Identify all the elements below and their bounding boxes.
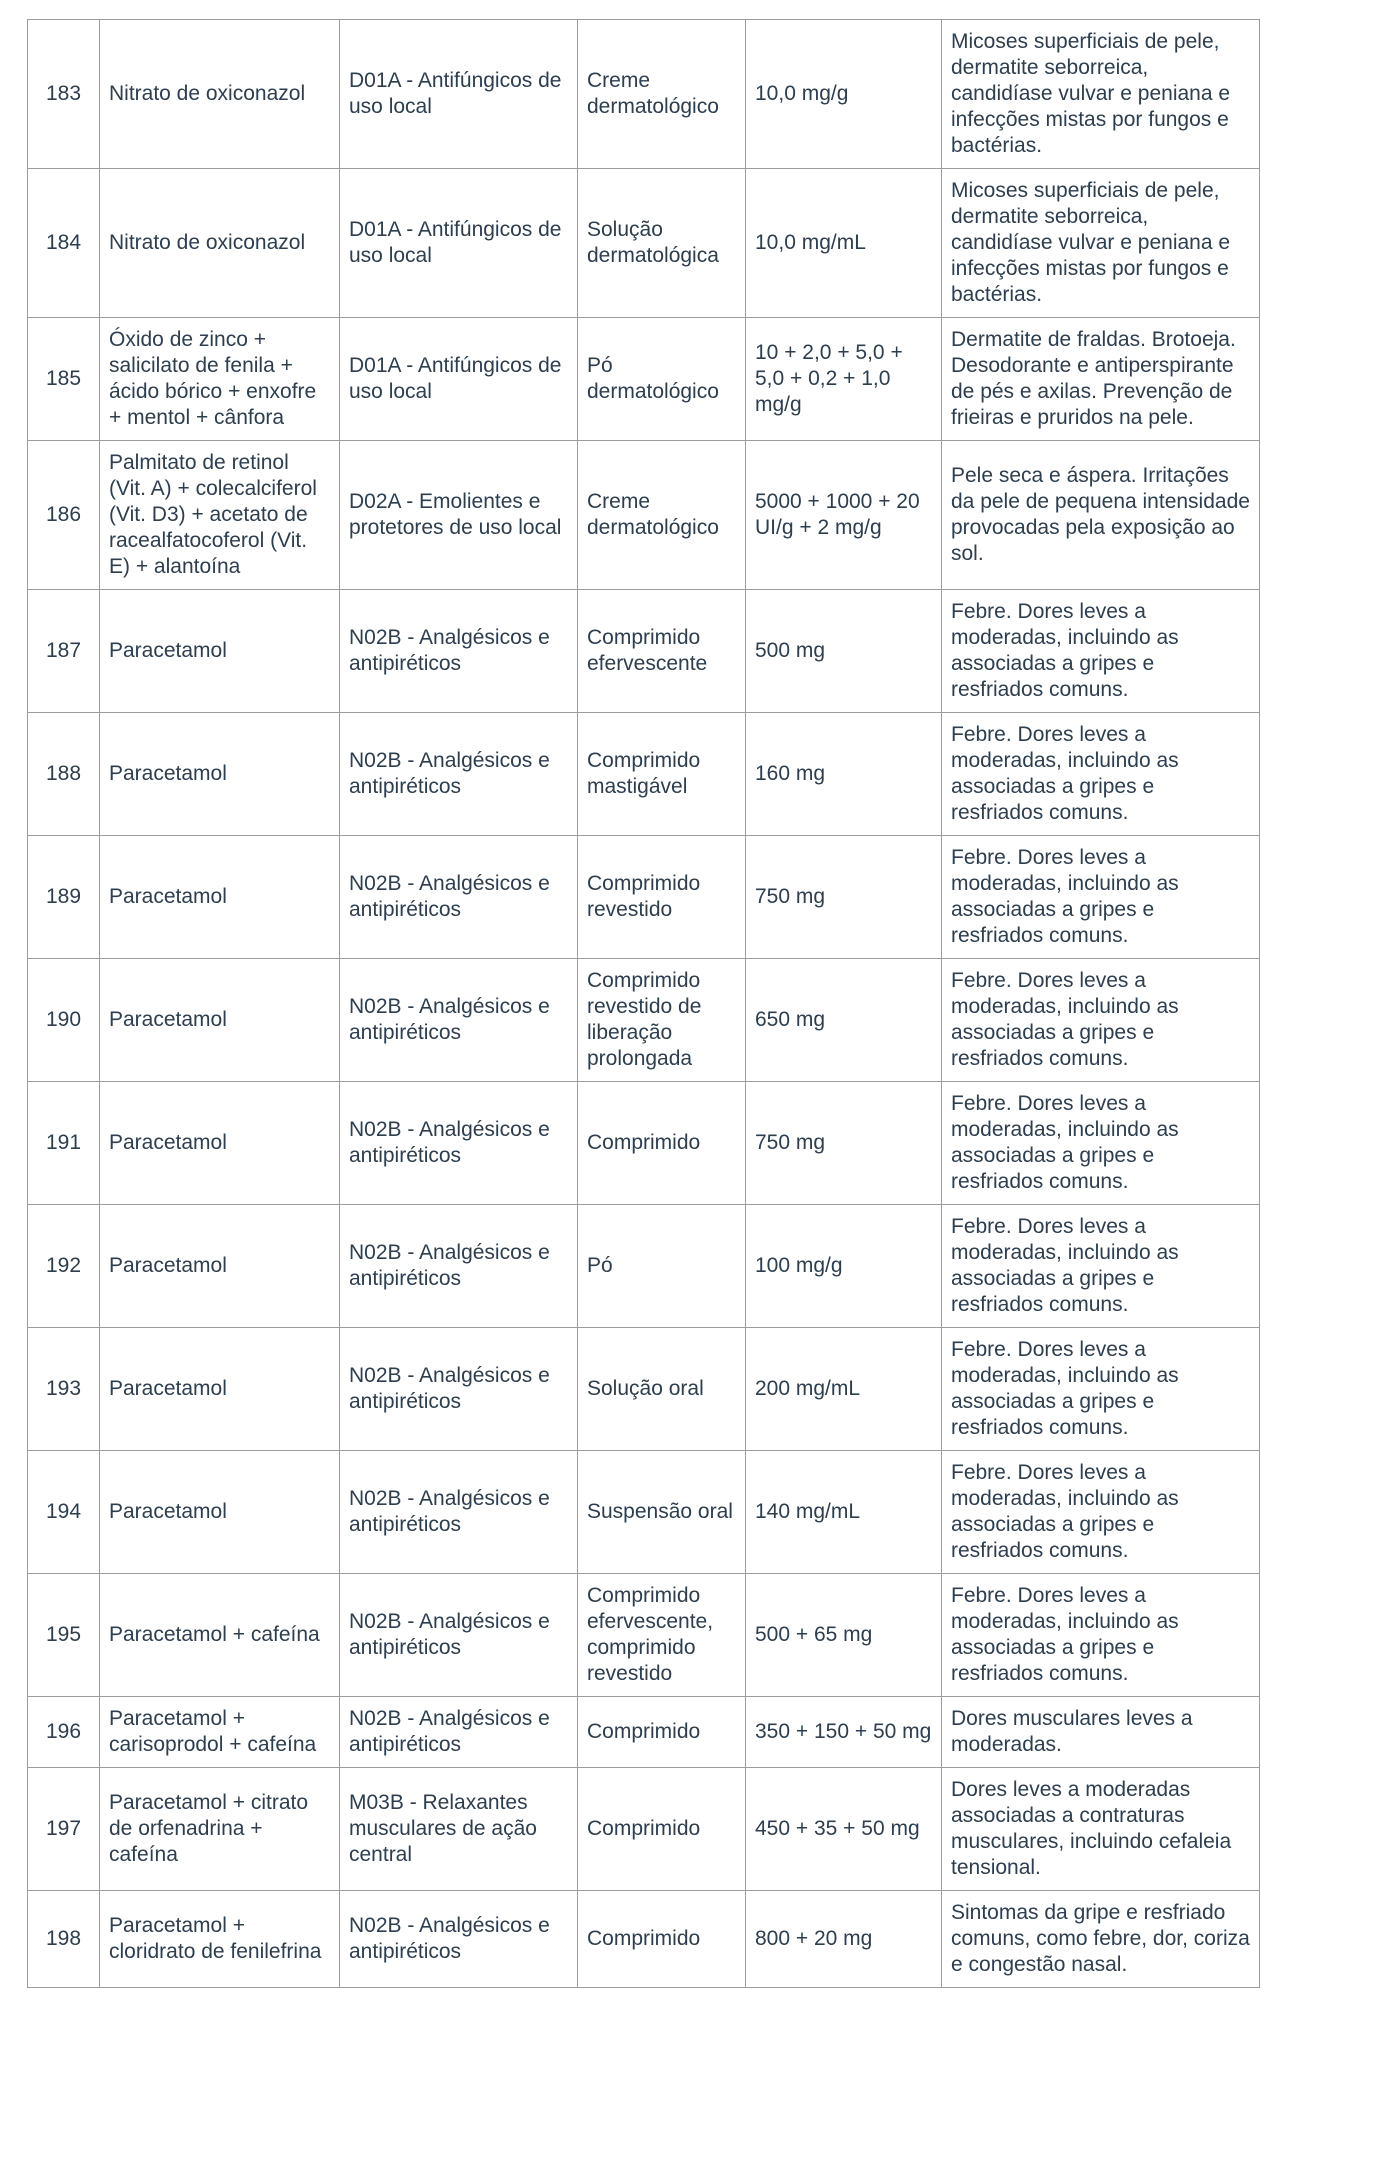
cell-indication: Pele seca e áspera. Irritações da pele de pequena intensidade provocadas pela exposição ao sol. xyxy=(942,441,1260,590)
table-row xyxy=(28,836,1260,959)
cell-pharmaceutical-form: Comprimido revestido xyxy=(578,836,746,959)
cell-pharmaceutical-form: Creme dermatológico xyxy=(578,20,746,169)
cell-dose: 100 mg/g xyxy=(746,1205,942,1328)
cell-indication: Febre. Dores leves a moderadas, incluindo as associadas a gripes e resfriados comuns. xyxy=(942,1574,1260,1697)
table-row xyxy=(28,959,1260,1082)
cell-drug-name: Paracetamol xyxy=(100,1205,340,1328)
cell-atc-class: D02A - Emolientes e protetores de uso local xyxy=(340,441,578,590)
cell-indication: Sintomas da gripe e resfriado comuns, como febre, dor, coriza e congestão nasal. xyxy=(942,1891,1260,1988)
drug-table-body xyxy=(28,20,1260,1988)
cell-atc-class: D01A - Antifúngicos de uso local xyxy=(340,318,578,441)
cell-number: 189 xyxy=(28,836,100,959)
cell-indication: Febre. Dores leves a moderadas, incluindo as associadas a gripes e resfriados comuns. xyxy=(942,1328,1260,1451)
cell-indication: Febre. Dores leves a moderadas, incluindo as associadas a gripes e resfriados comuns. xyxy=(942,959,1260,1082)
table-row xyxy=(28,1451,1260,1574)
table-row xyxy=(28,713,1260,836)
cell-atc-class: N02B - Analgésicos e antipiréticos xyxy=(340,959,578,1082)
cell-indication: Dermatite de fraldas. Brotoeja. Desodorante e antiperspirante de pés e axilas. Prevenção de frieiras e pruridos na pele. xyxy=(942,318,1260,441)
cell-number: 185 xyxy=(28,318,100,441)
cell-number: 194 xyxy=(28,1451,100,1574)
cell-drug-name: Paracetamol + cafeína xyxy=(100,1574,340,1697)
cell-atc-class: N02B - Analgésicos e antipiréticos xyxy=(340,590,578,713)
cell-pharmaceutical-form: Comprimido xyxy=(578,1082,746,1205)
cell-number: 191 xyxy=(28,1082,100,1205)
cell-number: 184 xyxy=(28,169,100,318)
cell-dose: 160 mg xyxy=(746,713,942,836)
cell-atc-class: N02B - Analgésicos e antipiréticos xyxy=(340,1328,578,1451)
cell-pharmaceutical-form: Comprimido efervescente xyxy=(578,590,746,713)
cell-drug-name: Óxido de zinco + salicilato de fenila + ácido bórico + enxofre + mentol + cânfora xyxy=(100,318,340,441)
cell-indication: Dores leves a moderadas associadas a contraturas musculares, incluindo cefaleia tensional. xyxy=(942,1768,1260,1891)
cell-dose: 750 mg xyxy=(746,836,942,959)
cell-pharmaceutical-form: Pó dermatológico xyxy=(578,318,746,441)
table-row xyxy=(28,1205,1260,1328)
cell-pharmaceutical-form: Comprimido efervescente, comprimido revestido xyxy=(578,1574,746,1697)
cell-number: 186 xyxy=(28,441,100,590)
cell-atc-class: D01A - Antifúngicos de uso local xyxy=(340,20,578,169)
cell-indication: Dores musculares leves a moderadas. xyxy=(942,1697,1260,1768)
cell-pharmaceutical-form: Pó xyxy=(578,1205,746,1328)
cell-pharmaceutical-form: Solução dermatológica xyxy=(578,169,746,318)
cell-drug-name: Paracetamol xyxy=(100,1082,340,1205)
cell-atc-class: M03B - Relaxantes musculares de ação central xyxy=(340,1768,578,1891)
cell-indication: Febre. Dores leves a moderadas, incluindo as associadas a gripes e resfriados comuns. xyxy=(942,1082,1260,1205)
cell-atc-class: N02B - Analgésicos e antipiréticos xyxy=(340,713,578,836)
cell-dose: 500 + 65 mg xyxy=(746,1574,942,1697)
table-row xyxy=(28,590,1260,713)
cell-atc-class: N02B - Analgésicos e antipiréticos xyxy=(340,1891,578,1988)
cell-indication: Febre. Dores leves a moderadas, incluindo as associadas a gripes e resfriados comuns. xyxy=(942,1205,1260,1328)
cell-pharmaceutical-form: Comprimido xyxy=(578,1768,746,1891)
cell-dose: 800 + 20 mg xyxy=(746,1891,942,1988)
cell-dose: 140 mg/mL xyxy=(746,1451,942,1574)
cell-pharmaceutical-form: Comprimido revestido de liberação prolongada xyxy=(578,959,746,1082)
cell-atc-class: N02B - Analgésicos e antipiréticos xyxy=(340,1574,578,1697)
cell-indication: Micoses superficiais de pele, dermatite seborreica, candidíase vulvar e peniana e infecções mistas por fungos e bactérias. xyxy=(942,20,1260,169)
cell-number: 190 xyxy=(28,959,100,1082)
cell-dose: 10,0 mg/g xyxy=(746,20,942,169)
cell-number: 196 xyxy=(28,1697,100,1768)
cell-pharmaceutical-form: Solução oral xyxy=(578,1328,746,1451)
table-row xyxy=(28,441,1260,590)
cell-drug-name: Paracetamol + carisoprodol + cafeína xyxy=(100,1697,340,1768)
cell-dose: 5000 + 1000 + 20 UI/g + 2 mg/g xyxy=(746,441,942,590)
cell-atc-class: N02B - Analgésicos e antipiréticos xyxy=(340,1697,578,1768)
cell-dose: 500 mg xyxy=(746,590,942,713)
cell-atc-class: N02B - Analgésicos e antipiréticos xyxy=(340,1205,578,1328)
cell-pharmaceutical-form: Comprimido xyxy=(578,1697,746,1768)
table-row xyxy=(28,318,1260,441)
cell-number: 193 xyxy=(28,1328,100,1451)
table-row xyxy=(28,1891,1260,1988)
cell-pharmaceutical-form: Comprimido mastigável xyxy=(578,713,746,836)
cell-number: 188 xyxy=(28,713,100,836)
cell-indication: Febre. Dores leves a moderadas, incluindo as associadas a gripes e resfriados comuns. xyxy=(942,713,1260,836)
drug-table xyxy=(27,19,1260,1988)
cell-dose: 10 + 2,0 + 5,0 + 5,0 + 0,2 + 1,0 mg/g xyxy=(746,318,942,441)
cell-indication: Febre. Dores leves a moderadas, incluindo as associadas a gripes e resfriados comuns. xyxy=(942,590,1260,713)
table-row xyxy=(28,20,1260,169)
cell-number: 192 xyxy=(28,1205,100,1328)
cell-drug-name: Paracetamol xyxy=(100,959,340,1082)
table-row xyxy=(28,169,1260,318)
cell-atc-class: D01A - Antifúngicos de uso local xyxy=(340,169,578,318)
cell-drug-name: Nitrato de oxiconazol xyxy=(100,169,340,318)
cell-pharmaceutical-form: Suspensão oral xyxy=(578,1451,746,1574)
cell-drug-name: Paracetamol + cloridrato de fenilefrina xyxy=(100,1891,340,1988)
cell-drug-name: Paracetamol xyxy=(100,1451,340,1574)
cell-pharmaceutical-form: Creme dermatológico xyxy=(578,441,746,590)
table-row xyxy=(28,1574,1260,1697)
cell-drug-name: Paracetamol xyxy=(100,1328,340,1451)
cell-atc-class: N02B - Analgésicos e antipiréticos xyxy=(340,1082,578,1205)
cell-drug-name: Paracetamol + citrato de orfenadrina + cafeína xyxy=(100,1768,340,1891)
table-row xyxy=(28,1697,1260,1768)
cell-drug-name: Palmitato de retinol (Vit. A) + colecalciferol (Vit. D3) + acetato de racealfatocoferol (Vit. E) + alantoína xyxy=(100,441,340,590)
table-row xyxy=(28,1768,1260,1891)
cell-drug-name: Nitrato de oxiconazol xyxy=(100,20,340,169)
cell-indication: Febre. Dores leves a moderadas, incluindo as associadas a gripes e resfriados comuns. xyxy=(942,836,1260,959)
table-row xyxy=(28,1328,1260,1451)
cell-drug-name: Paracetamol xyxy=(100,590,340,713)
cell-number: 195 xyxy=(28,1574,100,1697)
cell-dose: 200 mg/mL xyxy=(746,1328,942,1451)
cell-drug-name: Paracetamol xyxy=(100,713,340,836)
cell-indication: Febre. Dores leves a moderadas, incluindo as associadas a gripes e resfriados comuns. xyxy=(942,1451,1260,1574)
cell-dose: 750 mg xyxy=(746,1082,942,1205)
cell-number: 183 xyxy=(28,20,100,169)
table-row xyxy=(28,1082,1260,1205)
cell-atc-class: N02B - Analgésicos e antipiréticos xyxy=(340,836,578,959)
cell-dose: 650 mg xyxy=(746,959,942,1082)
cell-dose: 10,0 mg/mL xyxy=(746,169,942,318)
cell-drug-name: Paracetamol xyxy=(100,836,340,959)
cell-indication: Micoses superficiais de pele, dermatite seborreica, candidíase vulvar e peniana e infecções mistas por fungos e bactérias. xyxy=(942,169,1260,318)
cell-atc-class: N02B - Analgésicos e antipiréticos xyxy=(340,1451,578,1574)
cell-dose: 450 + 35 + 50 mg xyxy=(746,1768,942,1891)
cell-pharmaceutical-form: Comprimido xyxy=(578,1891,746,1988)
cell-number: 198 xyxy=(28,1891,100,1988)
cell-number: 197 xyxy=(28,1768,100,1891)
cell-number: 187 xyxy=(28,590,100,713)
cell-dose: 350 + 150 + 50 mg xyxy=(746,1697,942,1768)
